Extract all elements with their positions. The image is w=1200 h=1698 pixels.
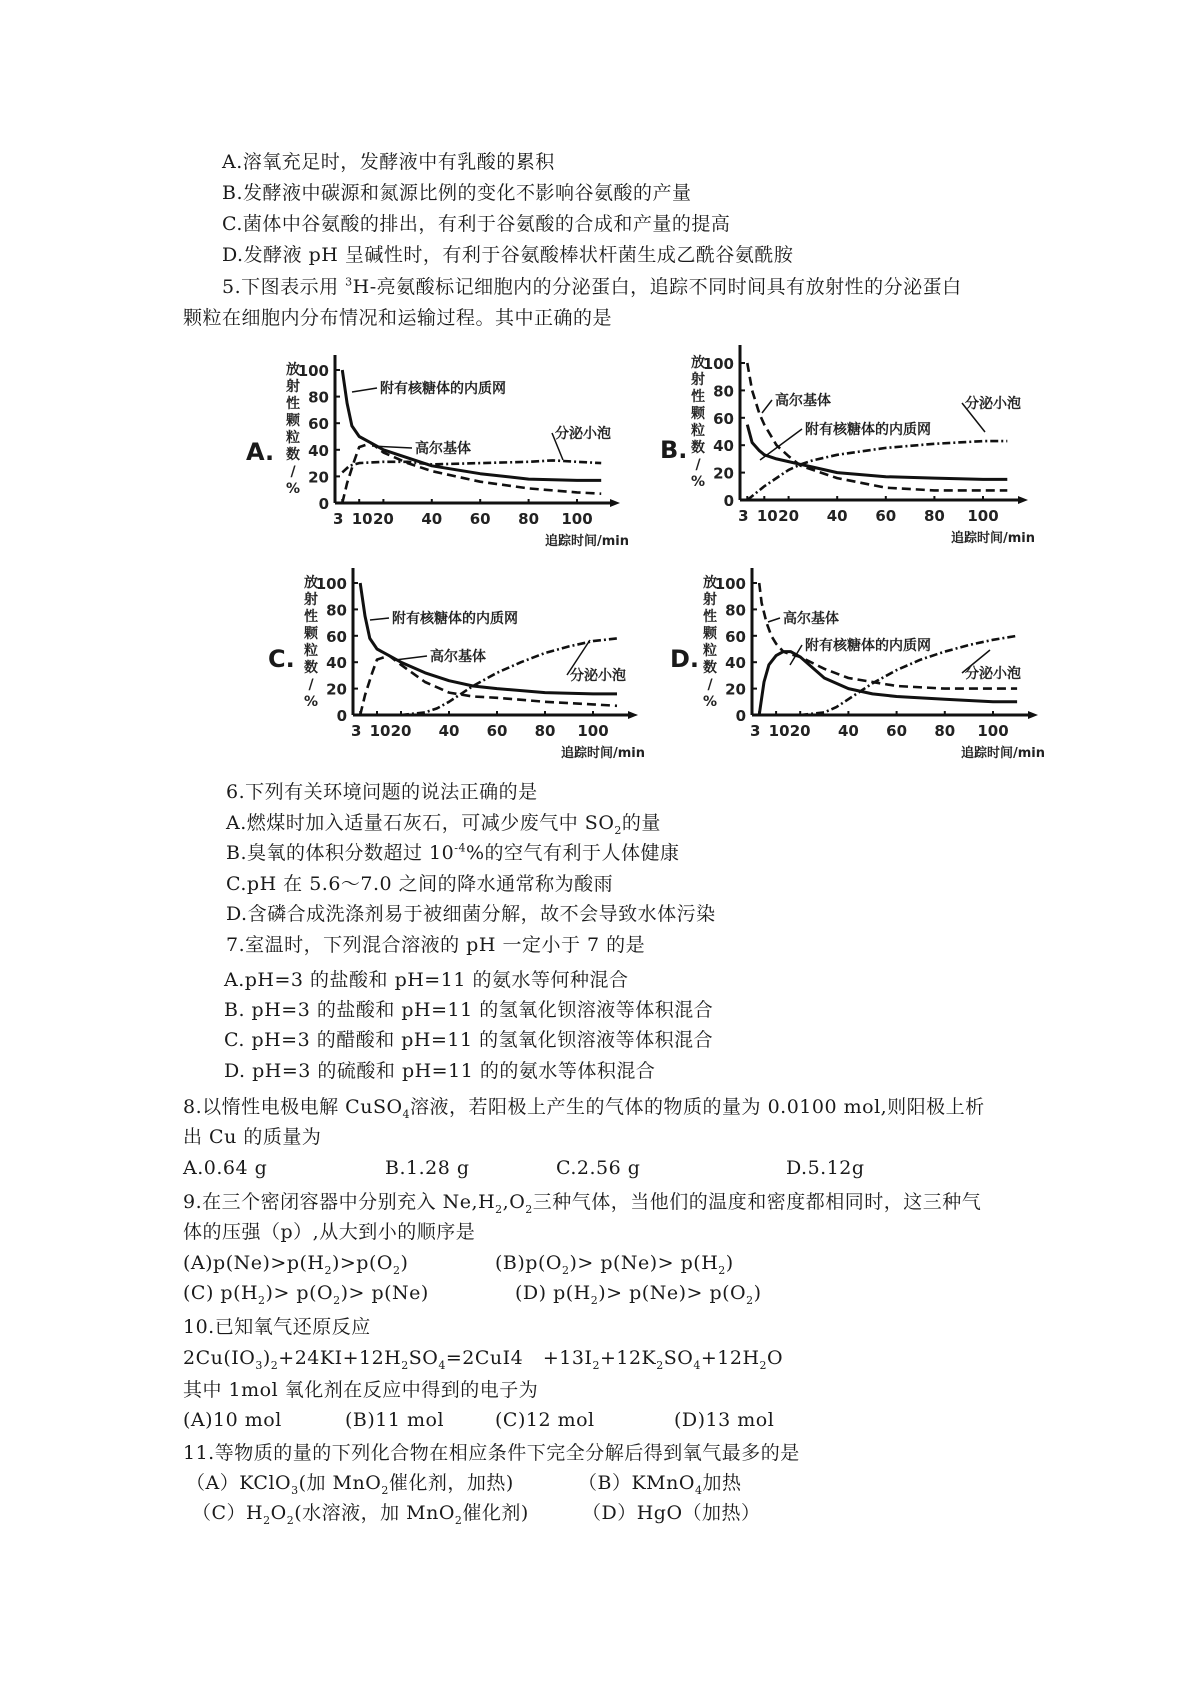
y-axis-label-char: %: [702, 694, 718, 710]
y-tick-label: 40: [725, 654, 746, 673]
y-axis-label-char: 放: [691, 355, 705, 371]
q9-a-2: )>p(O: [331, 1252, 393, 1274]
q11-a-4: 催化剂，加热): [388, 1472, 514, 1494]
q8-option-c: C.2.56 g: [556, 1157, 641, 1179]
q8-stem-sub: 4: [402, 1107, 411, 1121]
y-axis-label-char: 粒: [286, 430, 300, 446]
y-tick-label: 60: [326, 627, 347, 646]
x-tick-label: 3: [738, 507, 749, 525]
q7-option-b: B. pH=3 的盐酸和 pH=11 的氢氧化钡溶液等体积混合: [224, 999, 714, 1021]
q6-b-pre: B.臭氧的体积分数超过 10: [226, 842, 455, 864]
q5-stem-pre: 5.下图表示用: [222, 276, 346, 298]
y-axis-label-char: 颗: [286, 413, 300, 429]
y-axis-label-char: 射: [703, 592, 717, 608]
series-label: 分泌小泡: [570, 668, 626, 684]
q10-option-b: (B)11 mol: [345, 1409, 445, 1431]
y-axis-label-char: 数: [286, 447, 300, 463]
q11-stem: 11.等物质的量的下列化合物在相应条件下完全分解后得到氧气最多的是: [183, 1442, 800, 1464]
q6-b-post: %的空气有利于人体健康: [465, 842, 680, 864]
chart-c-letter: C.: [268, 645, 295, 673]
q8-stem-line2: 出 Cu 的质量为: [183, 1126, 322, 1148]
q8-stem-post: 溶液，若阳极上产生的气体的物质的量为 0.0100 mol,则阳极上析: [410, 1096, 985, 1118]
y-axis-label-char: 性: [286, 396, 300, 412]
q9-b-2: )> p(Ne)> p(H: [569, 1252, 719, 1274]
q10-option-a: (A)10 mol: [183, 1409, 282, 1431]
q9-d-3: 2: [746, 1293, 754, 1307]
y-tick-label: 40: [308, 441, 329, 460]
chart-d-letter: D.: [670, 645, 700, 673]
y-axis-label-char: 颗: [703, 626, 717, 642]
q9-stem-line2: 体的压强（p）,从大到小的顺序是: [183, 1221, 476, 1243]
x-tick-label: 100: [977, 722, 1009, 740]
eq-4: +24KI+12H: [278, 1347, 402, 1369]
y-tick-label: 100: [315, 575, 347, 593]
q9-a-4: ): [400, 1252, 409, 1274]
q9-stem-sub1: 2: [495, 1202, 503, 1216]
x-tick-label: 3: [350, 722, 362, 740]
series-leader-line: [352, 388, 377, 392]
y-tick-label: 60: [308, 415, 329, 434]
q11-c-2: O: [270, 1502, 287, 1524]
y-tick-label: 80: [713, 382, 734, 401]
q9-option-b: [495, 1251, 734, 1275]
q11-c-5: 2: [454, 1513, 463, 1527]
x-tick-label: 60: [469, 510, 491, 528]
series-line: [747, 441, 1007, 500]
series-label: 分泌小泡: [965, 396, 1021, 412]
x-axis-label: 追踪时间/min: [560, 746, 646, 761]
q9-a-3: 2: [392, 1263, 401, 1277]
q11-c-4: (水溶液，加 MnO: [294, 1502, 455, 1524]
x-axis-arrow-icon: [1018, 496, 1028, 504]
q11-option-a: [186, 1471, 514, 1495]
y-axis-label-char: 数: [304, 660, 318, 676]
series-label: 附有核糖体的内质网: [805, 638, 931, 654]
x-axis-arrow-icon: [1028, 711, 1038, 719]
y-tick-label: 0: [336, 707, 347, 725]
x-axis-label: 追踪时间/min: [544, 534, 630, 549]
q11-option-c: [192, 1501, 529, 1525]
q9-c-3: 2: [333, 1293, 341, 1307]
series-leader-line: [395, 656, 427, 660]
q9-option-c: [183, 1281, 429, 1305]
x-tick-label: 40: [438, 722, 460, 740]
q6-option-d: D.含磷合成洗涤剂易于被细菌分解，故不会导致水体污染: [226, 903, 716, 925]
eq-0: 2Cu(IO: [183, 1347, 256, 1369]
q5-stem-sup: 3: [345, 275, 353, 289]
eq-12: SO: [663, 1347, 694, 1369]
q8-option-a: A.0.64 g: [183, 1157, 268, 1179]
eq-3: 2: [270, 1358, 279, 1372]
q9-c-0: (C) p(H: [183, 1282, 259, 1304]
y-tick-label: 20: [725, 680, 746, 699]
y-axis-label-char: 数: [703, 660, 717, 676]
eq-1: 3: [255, 1358, 263, 1372]
y-axis-label-char: /: [707, 677, 713, 693]
y-axis-label-char: %: [690, 474, 706, 490]
x-tick-label: 80: [534, 722, 556, 740]
x-tick-label: 20: [789, 722, 811, 740]
q9-option-d: [515, 1281, 762, 1305]
x-tick-label: 100: [577, 722, 609, 740]
q9-b-3: 2: [718, 1263, 726, 1277]
q10-option-d: (D)13 mol: [674, 1409, 775, 1431]
y-axis-label-char: 颗: [304, 626, 318, 642]
q11-a-2: (加 MnO: [298, 1472, 382, 1494]
eq-5: 2: [401, 1358, 409, 1372]
eq-2: ): [262, 1347, 271, 1369]
series-label: 分泌小泡: [965, 666, 1021, 682]
q11-b-1: 4: [694, 1483, 703, 1497]
q9-c-4: )> p(Ne): [340, 1282, 429, 1304]
y-tick-label: 0: [735, 707, 746, 725]
q9-d-4: ): [753, 1282, 762, 1304]
y-tick-label: 80: [725, 601, 746, 620]
series-leader-line: [762, 400, 772, 413]
x-axis-label: 追踪时间/min: [960, 746, 1046, 761]
x-tick-label: 40: [837, 722, 859, 740]
series-label: 分泌小泡: [555, 426, 611, 442]
q9-d-2: )> p(Ne)> p(O: [598, 1282, 747, 1304]
series-label: 高尔基体: [430, 649, 486, 665]
q10-question: 其中 1mol 氧化剂在反应中得到的电子为: [183, 1379, 539, 1401]
series-label: 附有核糖体的内质网: [380, 381, 506, 397]
q11-a-3: 2: [381, 1483, 389, 1497]
series-label: 高尔基体: [415, 441, 471, 457]
eq-13: 4: [693, 1358, 701, 1372]
y-axis-label-char: 射: [286, 379, 300, 395]
q6-a-sub: 2: [614, 823, 622, 837]
y-axis-label-char: 性: [691, 389, 705, 405]
y-axis-label-char: 粒: [691, 423, 705, 439]
q9-b-4: ): [725, 1252, 734, 1274]
x-tick-label: 10: [351, 510, 373, 528]
q11-b-0: （B）KMnO: [578, 1472, 695, 1494]
x-tick-label: 20: [778, 507, 800, 525]
q9-d-0: (D) p(H: [515, 1282, 591, 1304]
x-tick-label: 3: [750, 722, 761, 740]
y-axis-label-char: 数: [691, 440, 705, 456]
y-tick-label: 100: [297, 362, 329, 380]
q8-stem: [183, 1095, 985, 1119]
eq-14: +12H: [700, 1347, 760, 1369]
q8-option-b: B.1.28 g: [385, 1157, 470, 1179]
series-label: 附有核糖体的内质网: [805, 422, 931, 438]
q7-option-a: A.pH=3 的盐酸和 pH=11 的氨水等何种混合: [224, 969, 629, 991]
series-label: 高尔基体: [783, 611, 839, 627]
series-line: [360, 656, 617, 715]
x-axis-arrow-icon: [628, 711, 638, 719]
q9-c-2: )> p(O: [265, 1282, 334, 1304]
series-label: 附有核糖体的内质网: [392, 611, 518, 627]
y-axis-label-char: 放: [286, 362, 300, 378]
eq-9: 2: [592, 1358, 600, 1372]
q8-option-d: D.5.12g: [786, 1157, 865, 1179]
y-axis-label-char: %: [303, 694, 319, 710]
q9-stem-a: 9.在三个密闭容器中分别充入 Ne,H: [183, 1191, 496, 1213]
x-tick-label: 80: [923, 507, 945, 525]
q6-b-sup: -4: [454, 841, 466, 855]
q4-option-a: A.溶氧充足时，发酵液中有乳酸的累积: [222, 151, 555, 173]
x-tick-label: 60: [875, 507, 897, 525]
y-axis-label-char: 射: [691, 372, 705, 388]
q4-option-d: D.发酵液 pH 呈碱性时，有利于谷氨酸棒状杆菌生成乙酰谷氨酰胺: [222, 244, 794, 266]
q7-option-d: D. pH=3 的硫酸和 pH=11 的的氨水等体积混合: [224, 1060, 656, 1082]
series-leader-line: [760, 429, 802, 460]
y-axis-label-char: 粒: [703, 643, 717, 659]
series-line: [342, 460, 601, 472]
y-tick-label: 100: [714, 575, 746, 593]
y-tick-label: 0: [723, 492, 734, 510]
q9-stem-b: ,O: [502, 1191, 526, 1213]
eq-7: 4: [438, 1358, 446, 1372]
y-tick-label: 20: [308, 468, 329, 487]
q6-a-post: 的量: [621, 812, 661, 834]
q6-option-a: [226, 811, 661, 835]
q11-option-d: （D）HgO（加热）: [582, 1502, 761, 1524]
x-tick-label: 20: [390, 722, 412, 740]
q10-equation: [183, 1346, 783, 1370]
y-axis-label-char: 放: [703, 575, 717, 591]
x-tick-label: 80: [518, 510, 540, 528]
y-tick-label: 40: [326, 654, 347, 673]
y-tick-label: 20: [713, 464, 734, 483]
q11-c-3: 2: [286, 1513, 295, 1527]
y-tick-label: 40: [713, 437, 734, 456]
q9-b-1: 2: [561, 1263, 570, 1277]
q9-option-a: [183, 1251, 408, 1275]
q11-c-6: 催化剂): [462, 1502, 529, 1524]
eq-8: =2CuI4 +13I: [445, 1347, 593, 1369]
q9-stem: [183, 1190, 981, 1214]
y-axis-label-char: 放: [304, 575, 318, 591]
y-axis-label-char: 性: [703, 609, 717, 625]
y-axis-label-char: 性: [304, 609, 318, 625]
q10-stem: 10.已知氧气还原反应: [183, 1316, 371, 1338]
q7-stem: 7.室温时，下列混合溶液的 pH 一定小于 7 的是: [226, 934, 646, 956]
q11-option-b: [578, 1471, 741, 1495]
q6-stem: 6.下列有关环境问题的说法正确的是: [226, 781, 538, 803]
y-axis-label-char: 射: [304, 592, 318, 608]
q11-a-1: 3: [291, 1483, 299, 1497]
y-tick-label: 20: [326, 680, 347, 699]
x-tick-label: 60: [486, 722, 508, 740]
x-tick-label: 100: [967, 507, 999, 525]
chart-b-letter: B.: [660, 436, 688, 464]
series-leader-line: [790, 645, 802, 665]
y-tick-label: 80: [326, 601, 347, 620]
q10-option-c: (C)12 mol: [495, 1409, 595, 1431]
y-axis-label-char: %: [285, 481, 301, 497]
q6-option-b: [226, 841, 680, 865]
q6-option-c: C.pH 在 5.6～7.0 之间的降水通常称为酸雨: [226, 873, 614, 895]
series-leader-line: [370, 618, 389, 620]
x-tick-label: 100: [561, 510, 593, 528]
q6-a-pre: A.燃煤时加入适量石灰石，可减少废气中 SO: [226, 812, 615, 834]
series-leader-line: [768, 618, 780, 622]
series-label: 高尔基体: [775, 393, 831, 409]
x-tick-label: 10: [756, 507, 778, 525]
x-tick-label: 10: [369, 722, 391, 740]
eq-11: 2: [656, 1358, 664, 1372]
eq-16: O: [767, 1347, 784, 1369]
q4-option-c: C.菌体中谷氨酸的排出，有利于谷氨酸的合成和产量的提高: [222, 213, 731, 235]
q11-a-0: （A）KClO: [186, 1472, 292, 1494]
q9-a-0: (A)p(Ne)>p(H: [183, 1252, 325, 1274]
x-axis-label: 追踪时间/min: [950, 531, 1036, 546]
q5-stem-post: H-亮氨酸标记细胞内的分泌蛋白，追踪不同时间具有放射性的分泌蛋白: [352, 276, 962, 298]
y-axis-label-char: /: [308, 677, 314, 693]
q11-c-0: （C）H: [192, 1502, 264, 1524]
y-tick-label: 60: [725, 627, 746, 646]
q9-a-1: 2: [324, 1263, 332, 1277]
y-tick-label: 80: [308, 388, 329, 407]
x-tick-label: 40: [421, 510, 443, 528]
y-axis-label-char: 颗: [691, 406, 705, 422]
eq-6: SO: [408, 1347, 439, 1369]
q9-c-1: 2: [258, 1293, 266, 1307]
y-tick-label: 100: [702, 355, 734, 373]
x-tick-label: 80: [934, 722, 956, 740]
q9-stem-c: 三种气体，当他们的温度和密度都相同时，这三种气: [532, 1191, 982, 1213]
x-axis-arrow-icon: [610, 499, 620, 507]
y-tick-label: 60: [713, 409, 734, 428]
eq-10: +12K: [599, 1347, 657, 1369]
x-tick-label: 10: [768, 722, 790, 740]
q11-c-1: 2: [263, 1513, 271, 1527]
q11-b-2: 加热: [702, 1472, 742, 1494]
eq-15: 2: [759, 1358, 768, 1372]
q9-b-0: (B)p(O: [495, 1252, 562, 1274]
y-axis-label-char: /: [695, 457, 701, 473]
x-tick-label: 20: [372, 510, 394, 528]
q4-option-b: B.发酵液中碳源和氮源比例的变化不影响谷氨酸的产量: [222, 182, 692, 204]
y-axis-label-char: 粒: [304, 643, 318, 659]
x-tick-label: 60: [886, 722, 908, 740]
q9-stem-sub2: 2: [525, 1202, 533, 1216]
x-tick-label: 40: [826, 507, 848, 525]
q8-stem-pre: 8.以惰性电极电解 CuSO: [183, 1096, 403, 1118]
y-axis-label-char: /: [290, 464, 296, 480]
q5-stem-line2: 颗粒在细胞内分布情况和运输过程。其中正确的是: [183, 307, 613, 329]
chart-a-letter: A.: [246, 438, 275, 466]
y-tick-label: 0: [318, 495, 329, 513]
q7-option-c: C. pH=3 的醋酸和 pH=11 的氢氧化钡溶液等体积混合: [224, 1029, 714, 1051]
x-tick-label: 3: [333, 510, 344, 528]
q9-d-1: 2: [590, 1293, 599, 1307]
